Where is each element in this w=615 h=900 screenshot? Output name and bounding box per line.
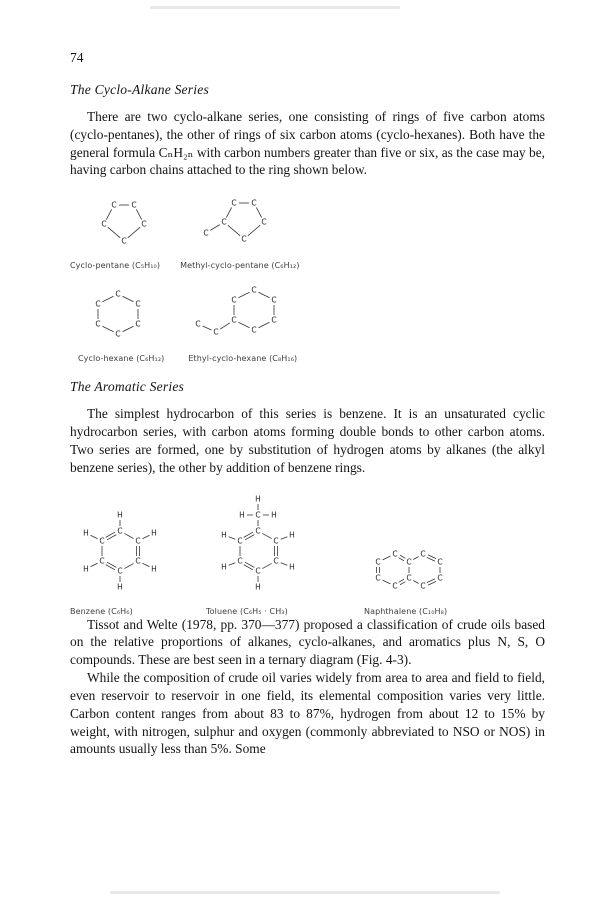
figure-caption: Toluene (C₆H₅ · CH₃) xyxy=(206,606,288,616)
svg-text:C: C xyxy=(221,217,227,227)
figure-toluene xyxy=(206,493,304,616)
figure-methyl-cyclopentane xyxy=(180,193,299,270)
svg-text:C: C xyxy=(237,556,243,566)
figure-caption: Naphthalene (C₁₀H₈) xyxy=(364,606,448,616)
svg-text:C: C xyxy=(117,526,123,536)
svg-text:C: C xyxy=(213,327,219,337)
svg-text:H: H xyxy=(117,510,123,520)
svg-text:H: H xyxy=(83,528,89,538)
svg-text:C: C xyxy=(203,228,209,238)
svg-text:C: C xyxy=(406,573,412,583)
svg-text:C: C xyxy=(251,285,257,295)
cyclopentane-structure-diagram xyxy=(88,197,160,254)
naphthalene-structure-diagram xyxy=(364,547,454,600)
figure-row-aromatics xyxy=(70,493,545,616)
svg-text:C: C xyxy=(95,299,101,309)
svg-text:H: H xyxy=(271,510,277,520)
figure-row-cyclohexanes xyxy=(70,280,545,363)
figure-caption: Cyclo-pentane (C₅H₁₀) xyxy=(70,261,161,271)
svg-text:C: C xyxy=(375,573,381,583)
svg-text:C: C xyxy=(135,556,141,566)
svg-text:C: C xyxy=(392,549,398,559)
svg-text:C: C xyxy=(420,549,426,559)
svg-text:C: C xyxy=(255,526,261,536)
svg-text:C: C xyxy=(437,573,443,583)
svg-text:C: C xyxy=(255,566,261,576)
svg-text:C: C xyxy=(231,198,237,208)
figure-caption: Benzene (C₆H₆) xyxy=(70,606,133,616)
svg-text:C: C xyxy=(420,581,426,591)
svg-text:C: C xyxy=(251,198,257,208)
svg-text:C: C xyxy=(273,536,279,546)
svg-text:C: C xyxy=(101,219,107,229)
svg-text:C: C xyxy=(271,315,277,325)
svg-text:H: H xyxy=(221,562,227,572)
figure-cyclopentane xyxy=(70,197,160,270)
svg-text:C: C xyxy=(271,295,277,305)
svg-text:C: C xyxy=(255,510,261,520)
svg-text:C: C xyxy=(115,329,121,339)
svg-text:C: C xyxy=(117,566,123,576)
section-heading-cyclo-alkane: The Cyclo-Alkane Series xyxy=(70,82,209,97)
svg-text:C: C xyxy=(135,536,141,546)
figure-caption: Ethyl-cyclo-hexane (C₈H₁₆) xyxy=(188,354,298,364)
svg-text:C: C xyxy=(115,289,121,299)
svg-text:C: C xyxy=(392,581,398,591)
svg-text:C: C xyxy=(131,200,137,210)
figure-benzene xyxy=(70,507,166,616)
paragraph-composition: While the composition of crude oil varies widely from area to area and field to field, even reservoir to reservoir in one field, its elemental composition varies very little. Carbon content ranges from about 83 to 87%, hydrogen from about 12 to 15% by weight, with nitrogen, sulphur and oxygen (commonly abbreviated to NSO or NOS) in amounts usually less than 5%. Some xyxy=(70,670,545,757)
svg-text:C: C xyxy=(231,295,237,305)
svg-text:H: H xyxy=(289,562,295,572)
svg-text:C: C xyxy=(241,234,247,244)
svg-text:H: H xyxy=(151,564,157,574)
page-number: 74 xyxy=(70,50,84,65)
svg-text:H: H xyxy=(289,530,295,540)
svg-text:C: C xyxy=(231,315,237,325)
svg-text:C: C xyxy=(135,299,141,309)
figure-cyclohexane xyxy=(78,286,164,363)
svg-text:C: C xyxy=(406,557,412,567)
ethyl-cyclohexane-structure-diagram xyxy=(188,280,297,347)
figure-row-cyclopentanes xyxy=(70,193,545,270)
figure-ethyl-cyclohexane xyxy=(188,280,297,363)
paragraph-tissot-welte: Tissot and Welte (1978, pp. 370—377) proposed a classification of crude oils based on the relative proportions of alkanes, cyclo-alkanes, and aromatics plus N, S, O compounds. These are best seen in a ternary diagram (Fig. 4-3). xyxy=(70,616,545,668)
svg-text:H: H xyxy=(239,510,245,520)
svg-text:H: H xyxy=(151,528,157,538)
methyl-cyclopentane-structure-diagram xyxy=(190,193,299,254)
svg-text:C: C xyxy=(121,236,127,246)
svg-text:H: H xyxy=(117,582,123,592)
svg-text:C: C xyxy=(99,536,105,546)
svg-text:H: H xyxy=(83,564,89,574)
svg-text:C: C xyxy=(237,536,243,546)
svg-text:C: C xyxy=(375,557,381,567)
benzene-structure-diagram xyxy=(74,507,166,600)
svg-text:H: H xyxy=(255,582,261,592)
figure-naphthalene xyxy=(364,547,454,616)
figure-caption: Cyclo-hexane (C₆H₁₂) xyxy=(78,354,165,364)
section-heading-aromatic: The Aromatic Series xyxy=(70,379,185,395)
svg-text:C: C xyxy=(135,319,141,329)
svg-text:C: C xyxy=(111,200,117,210)
paragraph-cyclo-alkane: There are two cyclo-alkane series, one consisting of rings of five carbon atoms (cyclo-pentanes), the other of rings of six carbon atoms (cyclo-hexanes). Both have the general formula CₙH₂ₙ with carbon numbers greater than five or six, as the case may be, having carbon chains attached to the ring shown below. xyxy=(70,109,545,178)
figure-caption: Methyl-cyclo-pentane (C₆H₁₂) xyxy=(180,261,300,271)
svg-text:C: C xyxy=(437,557,443,567)
svg-text:C: C xyxy=(261,217,267,227)
svg-text:H: H xyxy=(255,494,261,504)
scan-artifact-top xyxy=(150,6,400,9)
svg-text:C: C xyxy=(95,319,101,329)
scan-artifact-bottom xyxy=(110,891,500,894)
svg-text:C: C xyxy=(195,319,201,329)
svg-text:C: C xyxy=(99,556,105,566)
toluene-structure-diagram xyxy=(212,493,304,600)
svg-text:C: C xyxy=(141,219,147,229)
svg-text:C: C xyxy=(251,325,257,335)
svg-text:C: C xyxy=(273,556,279,566)
paragraph-aromatic-intro: The simplest hydrocarbon of this series is benzene. It is an unsaturated cyclic hydrocarbon series, with carbon atoms forming double bonds to other carbon atoms. Two series are formed, one by substitution of hydrogen atoms by alkanes (the alkyl benzene series), the other by addition of benzene rings. xyxy=(70,406,545,475)
svg-text:H: H xyxy=(221,530,227,540)
cyclohexane-structure-diagram xyxy=(86,286,164,347)
